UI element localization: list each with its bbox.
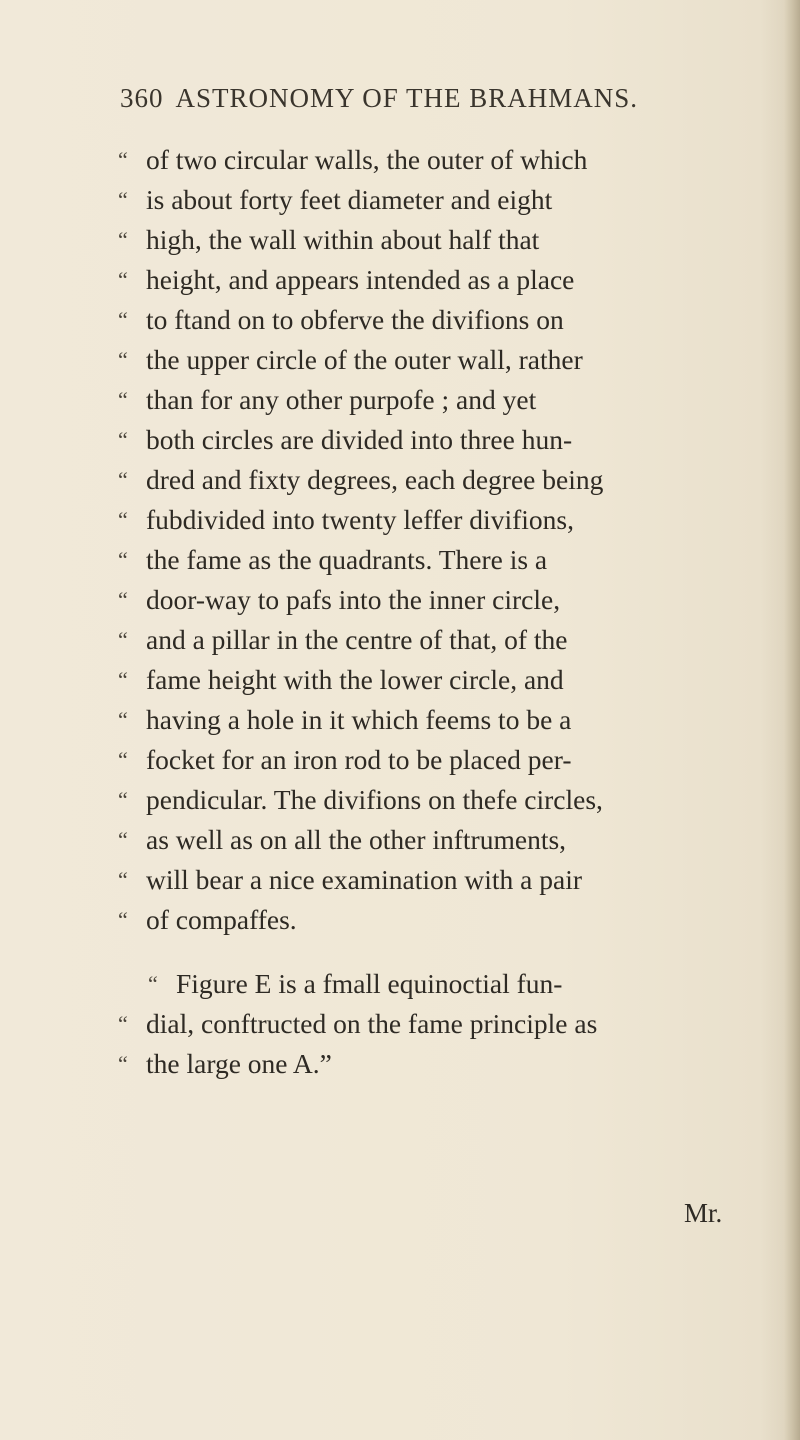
quote-mark: “ (118, 547, 128, 572)
page-number: 360 (120, 83, 164, 113)
text-line (118, 300, 768, 340)
quote-mark: “ (118, 1051, 128, 1076)
quote-mark: “ (118, 387, 128, 412)
line-text: the upper circle of the outer wall, rather (146, 344, 583, 375)
line-text: of two circular walls, the outer of which (146, 144, 588, 175)
text-line (118, 620, 768, 660)
quote-mark: “ (118, 1011, 128, 1036)
line-text: as well as on all the other inftruments, (146, 824, 567, 855)
line-text: Figure E is a fmall equinoctial fun- (176, 968, 563, 999)
text-line (118, 1044, 768, 1084)
quote-mark: “ (118, 347, 128, 372)
line-text: dred and fixty degrees, each degree being (146, 464, 604, 495)
line-text: the fame as the quadrants. There is a (146, 544, 548, 575)
quote-mark: “ (118, 627, 128, 652)
text-line (118, 140, 768, 180)
quote-mark: “ (118, 267, 128, 292)
line-text: is about forty feet diameter and eight (146, 184, 553, 215)
quote-mark: “ (118, 907, 128, 932)
quote-mark: “ (118, 827, 128, 852)
line-text: focket for an iron rod to be placed per- (146, 744, 572, 775)
line-text: fame height with the lower circle, and (146, 664, 564, 695)
text-line (118, 780, 768, 820)
line-text: will bear a nice examination with a pair (146, 864, 583, 895)
quote-mark: “ (118, 187, 128, 212)
text-line (118, 220, 768, 260)
quote-mark: “ (118, 427, 128, 452)
line-text: both circles are divided into three hun- (146, 424, 573, 455)
text-line (118, 860, 768, 900)
quote-mark: “ (118, 707, 128, 732)
body-text (118, 140, 768, 1084)
text-line (118, 740, 768, 780)
text-line (118, 700, 768, 740)
quote-mark: “ (118, 787, 128, 812)
text-line (118, 180, 768, 220)
quote-mark: “ (118, 667, 128, 692)
text-line (118, 964, 768, 1004)
quote-mark: “ (118, 227, 128, 252)
paragraph-gap (118, 940, 768, 964)
text-line (118, 1004, 768, 1044)
quote-mark: “ (148, 971, 158, 996)
text-line (118, 380, 768, 420)
line-text: fubdivided into twenty leffer divifions, (146, 504, 574, 535)
line-text: high, the wall within about half that (146, 224, 540, 255)
quote-mark: “ (118, 587, 128, 612)
running-header (120, 83, 760, 123)
text-line (118, 460, 768, 500)
quote-mark: “ (118, 147, 128, 172)
line-text: door-way to pafs into the inner circle, (146, 584, 561, 615)
text-line (118, 500, 768, 540)
running-title: ASTRONOMY OF THE BRAHMANS. (175, 83, 639, 113)
line-text: dial, conftructed on the fame principle as (146, 1008, 598, 1039)
line-text: than for any other purpofe ; and yet (146, 384, 537, 415)
line-text: pendicular. The divifions on thefe circles, (146, 784, 603, 815)
text-line (118, 820, 768, 860)
line-text: of compaffes. (146, 904, 297, 935)
text-line (118, 340, 768, 380)
quote-mark: “ (118, 307, 128, 332)
text-line (118, 900, 768, 940)
text-line (118, 660, 768, 700)
quote-mark: “ (118, 507, 128, 532)
text-line (118, 540, 768, 580)
text-line (118, 420, 768, 460)
line-text: the large one A.” (146, 1048, 332, 1079)
catchword: Mr. (684, 1198, 723, 1228)
line-text: having a hole in it which feems to be a (146, 704, 572, 735)
line-text: height, and appears intended as a place (146, 264, 575, 295)
quote-mark: “ (118, 867, 128, 892)
quote-mark: “ (118, 747, 128, 772)
page-edge-shadow (784, 0, 800, 1440)
line-text: to ftand on to obferve the divifions on (146, 304, 564, 335)
text-line (118, 260, 768, 300)
quote-mark: “ (118, 467, 128, 492)
line-text: and a pillar in the centre of that, of the (146, 624, 568, 655)
text-line (118, 580, 768, 620)
